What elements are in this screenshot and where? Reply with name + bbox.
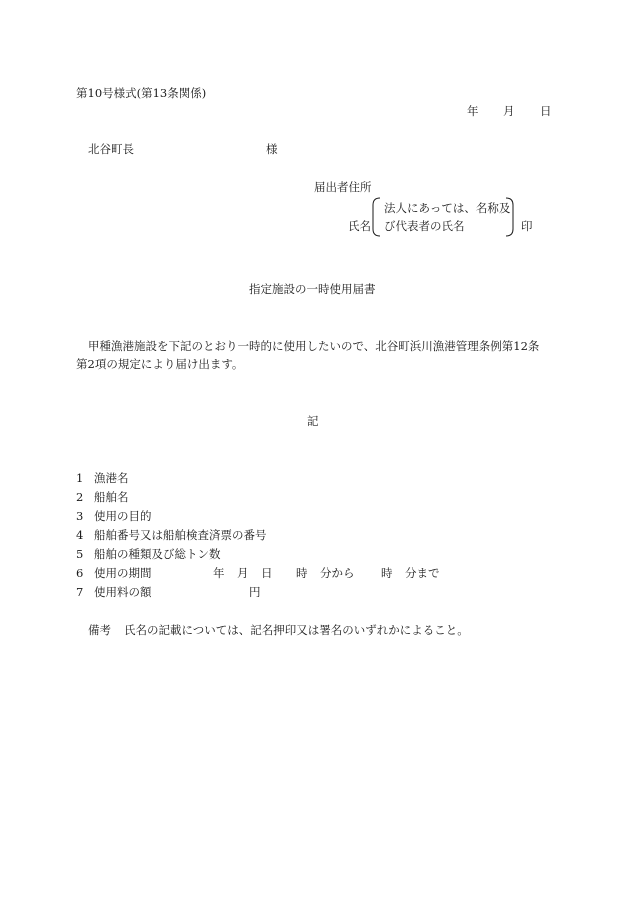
honorific: 様 xyxy=(266,142,278,156)
period-year: 年 xyxy=(213,566,225,580)
item-label: 漁港名 xyxy=(94,471,129,485)
ki-heading: 記 xyxy=(307,414,319,428)
list-item xyxy=(76,528,267,542)
item-label: 使用の期間 xyxy=(94,566,152,580)
item-number: 2 xyxy=(76,490,84,504)
form-number: 第10号様式(第13条関係) xyxy=(76,86,207,100)
period-hour-end: 時 xyxy=(381,566,393,580)
list-item xyxy=(76,566,152,580)
fee-unit: 円 xyxy=(249,585,261,599)
name-label: 氏名 xyxy=(348,219,371,233)
corp-note-line2: び代表者の氏名 xyxy=(384,219,465,233)
seal-mark: 印 xyxy=(521,219,533,233)
item-number: 3 xyxy=(76,509,84,523)
remarks-label: 備考 xyxy=(88,623,111,637)
period-hour-start: 時 xyxy=(296,566,308,580)
period-minute-to: 分まで xyxy=(405,566,440,580)
item-label: 船舶番号又は船舶検査済票の番号 xyxy=(94,528,267,542)
date-day: 日 xyxy=(540,104,552,118)
remarks-text: 氏名の記載については、記名押印又は署名のいずれかによること。 xyxy=(124,623,469,637)
item-label: 船舶の種類及び総トン数 xyxy=(94,547,221,561)
period-day: 日 xyxy=(261,566,273,580)
corp-note-line1: 法人にあっては、名称及 xyxy=(384,201,511,215)
item-label: 使用料の額 xyxy=(94,585,152,599)
body-line-1: 甲種漁港施設を下記のとおり一時的に使用したいので、北谷町浜川漁港管理条例第12条 xyxy=(88,339,540,353)
item-number: 5 xyxy=(76,547,84,561)
item-label: 船舶名 xyxy=(94,490,129,504)
item-number: 4 xyxy=(76,528,84,542)
list-item xyxy=(76,509,152,523)
item-number: 6 xyxy=(76,566,84,580)
list-item xyxy=(76,471,129,485)
applicant-address-label: 届出者住所 xyxy=(314,180,372,194)
item-label: 使用の目的 xyxy=(94,509,152,523)
left-paren xyxy=(371,197,381,237)
right-paren xyxy=(505,197,515,237)
period-minute-from: 分から xyxy=(320,566,355,580)
list-item xyxy=(76,490,129,504)
item-number: 7 xyxy=(76,585,84,599)
period-month: 月 xyxy=(237,566,249,580)
item-number: 1 xyxy=(76,471,84,485)
document-title: 指定施設の一時使用届書 xyxy=(249,282,376,296)
date-year: 年 xyxy=(467,104,479,118)
list-item xyxy=(76,547,221,561)
addressee: 北谷町長 xyxy=(88,142,134,156)
body-line-2: 第2項の規定により届け出ます。 xyxy=(76,357,244,371)
date-month: 月 xyxy=(503,104,515,118)
list-item xyxy=(76,585,152,599)
